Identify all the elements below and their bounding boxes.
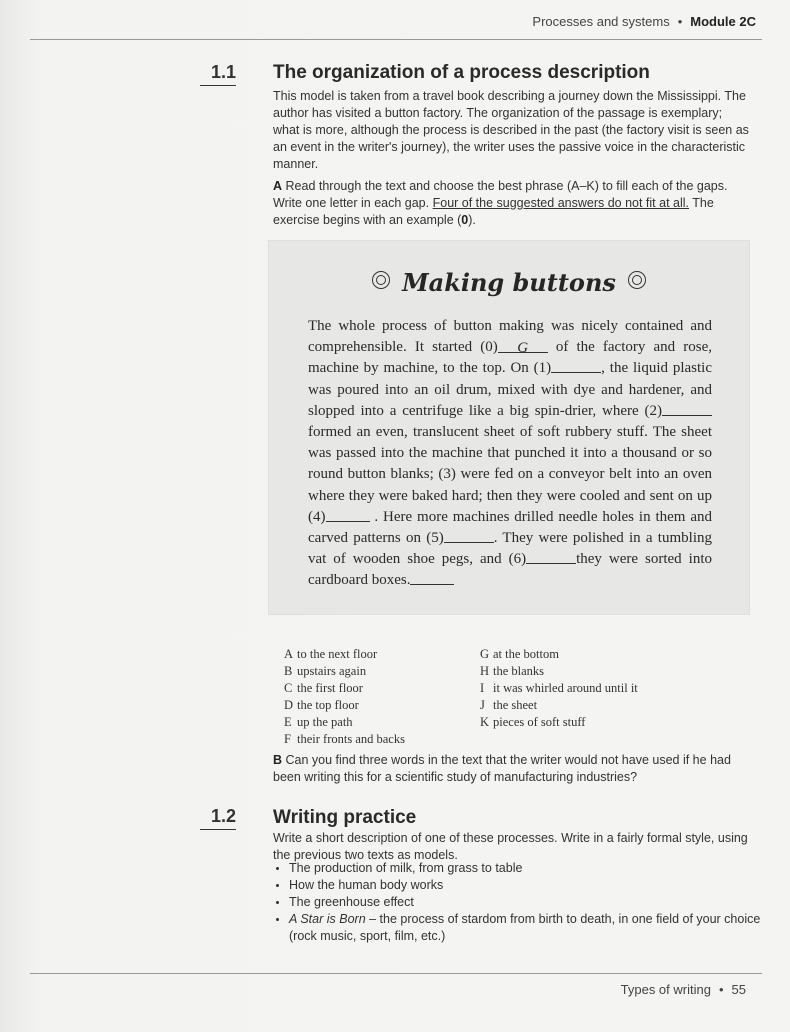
- story-title: Making buttons: [268, 268, 750, 297]
- gap-3[interactable]: [326, 507, 370, 522]
- gap-6[interactable]: [410, 570, 454, 585]
- gap-1[interactable]: [551, 358, 601, 373]
- gap-0: G: [498, 338, 548, 353]
- header-section: Processes and systems: [532, 14, 670, 29]
- list-item: • The production of milk, from grass to table: [289, 860, 767, 877]
- option: C the first floor: [284, 681, 363, 695]
- section-title-1-2: Writing practice: [273, 807, 417, 828]
- option: A to the next floor: [284, 647, 378, 661]
- option: F their fronts and backs: [284, 732, 405, 746]
- option: B upstairs again: [284, 664, 367, 678]
- section-number-1-2: 1.2: [200, 806, 236, 830]
- task-b-letter: B: [273, 753, 283, 767]
- running-header: [532, 14, 756, 29]
- option: H the blanks: [480, 664, 545, 678]
- story-text: The whole process of button making was nicely contained and comprehensible. It started (0) G of the factory and rose, machine by machine, to the top. On (1) , the liquid plastic was poured into an oil drum, mixed with dye and hardener, and slopped into a centrifuge like a big spin-drier, where (2) formed an even, translucent sheet of soft rubbery stuff. The sheet was passed into the machine that punched it into a thousand or so round button blanks; (3) were fed on a conveyor belt into an oven where they were baked hard; then they were cooled and sent on up (4) . Here more machines drilled needle holes in them and carved patterns on (5) . They were polished in a tumbling vat of wooden shoe pegs, and (6) they were sorted into cardboard boxes.: [308, 318, 713, 589]
- smiley-icon: [628, 271, 646, 289]
- smiley-icon: [372, 271, 390, 289]
- gap-5[interactable]: [526, 549, 576, 564]
- task-a-letter: A: [273, 179, 283, 193]
- option: E up the path: [284, 715, 353, 729]
- option: D the top floor: [284, 698, 359, 712]
- option: J the sheet: [480, 698, 538, 712]
- header-separator: •: [677, 14, 683, 29]
- section-1-1-intro: This model is taken from a travel book describing a journey down the Mississippi. The author has visited a button factory. The organization of the passage is exemplary; what is more, although the process is described in the past (the factory visit is seen as an event in the writer's journey), the writer uses the passive voice in the characteristic manner.: [273, 89, 749, 171]
- gap-2[interactable]: [662, 401, 712, 416]
- task-a-underlined: Four of the suggested answers do not fit at all.: [432, 196, 690, 210]
- section-title-1-1: The organization of a process description: [273, 62, 650, 83]
- list-item: • How the human body works: [289, 877, 767, 894]
- answer-options-left: [284, 646, 405, 748]
- section-number-1-1: 1.1: [200, 62, 236, 86]
- answer-options-right: [480, 646, 638, 731]
- story-box: [268, 240, 750, 615]
- list-item: • The greenhouse effect: [289, 894, 767, 911]
- section-1-2-intro: Write a short description of one of these processes. Write in a fairly formal style, using the previous two texts as models.: [273, 831, 748, 862]
- process-list: [273, 860, 767, 945]
- option: G at the bottom: [480, 647, 559, 661]
- page-number: 55: [731, 982, 746, 997]
- option: K pieces of soft stuff: [480, 715, 586, 729]
- running-footer: Types of writing • 55: [620, 982, 746, 997]
- footer-section: Types of writing: [620, 982, 711, 997]
- gap-4[interactable]: [444, 528, 494, 543]
- footer-rule: [30, 973, 762, 974]
- task-a-instructions: A Read through the text and choose the best phrase (A–K) to fill each of the gaps. Write one letter in each gap. Four of the suggested answers do not fit at all. The exercise begins with an example (0).: [273, 179, 728, 227]
- header-rule: [30, 39, 762, 40]
- header-module: Module 2C: [690, 14, 756, 29]
- list-item: • A Star is Born – the process of stardom from birth to death, in one field of your choice (rock music, sport, film, etc.): [289, 911, 767, 945]
- task-b-instructions: B Can you find three words in the text that the writer would not have used if he had been writing this for a scientific study of manufacturing industries?: [273, 753, 731, 784]
- option: I it was whirled around until it: [480, 681, 638, 695]
